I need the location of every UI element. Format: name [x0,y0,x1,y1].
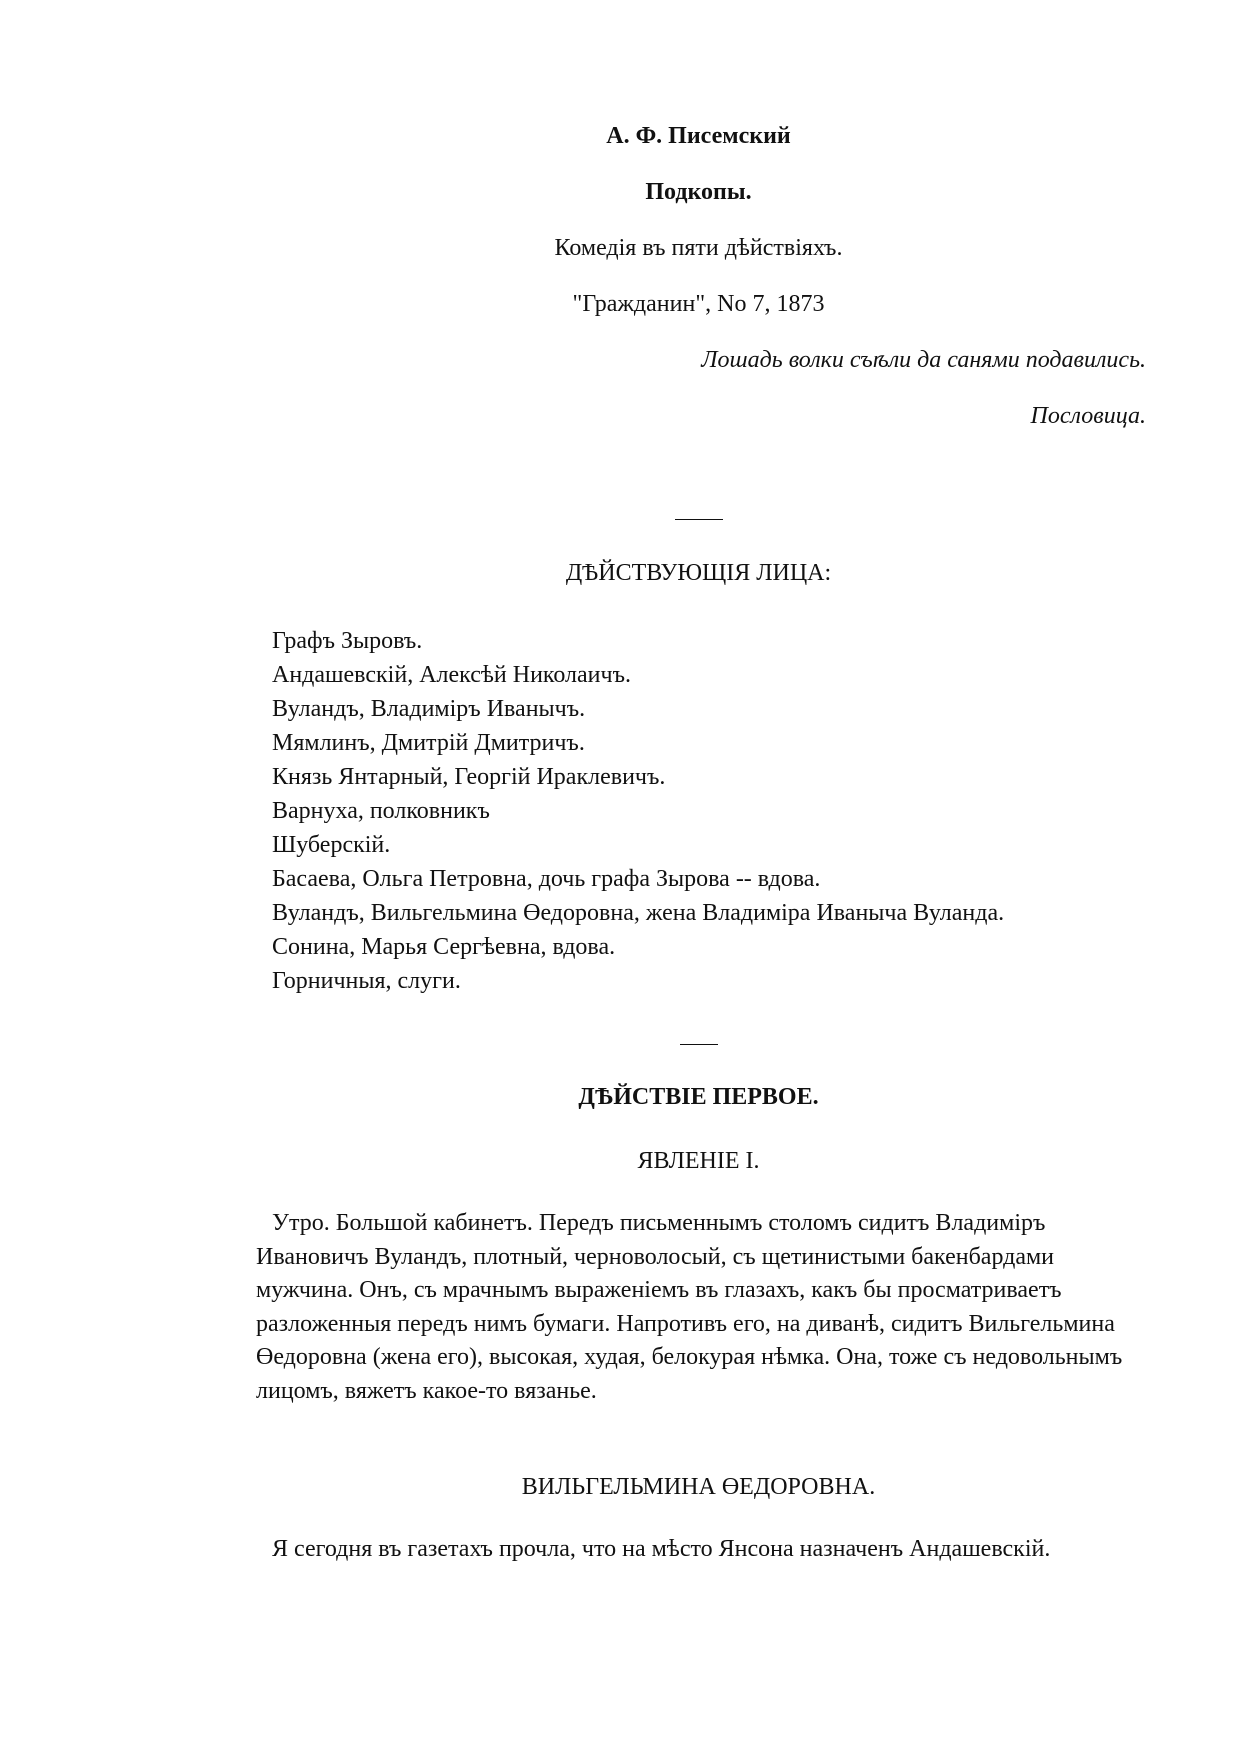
scene-heading: ЯВЛЕНІЕ I. [637,1148,760,1174]
cast-member: Вуландъ, Вильгельмина Өедоровна, жена Владиміра Иваныча Вуланда. [272,900,1005,926]
cast-member: Сонина, Марья Сергѣевна, вдова. [272,934,616,960]
cast-member: Мямлинъ, Дмитрій Дмитричъ. [272,730,585,756]
publication-source: "Гражданин", No 7, 1873 [572,291,825,317]
cast-member: Вуландъ, Владиміръ Иванычъ. [272,696,586,722]
play-title: Подкопы. [645,179,752,205]
cast-member: Шуберскій. [272,832,391,858]
stage-direction: Утро. Большой кабинетъ. Передъ письменнымъ столомъ сидитъ Владиміръ Ивановичъ Вуландъ, плотный, черноволосый, съ щетинистыми бакенбардами мужчина. Онъ, съ мрачнымъ выраженіемъ въ глазахъ, какъ бы просматриваетъ разложенныя передъ нимъ бумаги. Напротивъ его, на диванѣ, сидитъ Вильгельмина Өедоровна (жена его), высокая, худая, белокурая нѣмка. Она, тоже съ недовольнымъ лицомъ, вяжетъ какое-то вязанье. [256,1210,1123,1404]
epigraph-attribution: Пословица. [1030,403,1146,429]
cast-member: Графъ Зыровъ. [272,628,423,654]
epigraph-text: Лошадь волки съѣли да санями подавились. [701,347,1146,373]
section-divider [675,519,723,520]
speaker-name: ВИЛЬГЕЛЬМИНА ӨЕДОРОВНА. [521,1474,876,1500]
cast-member: Басаева, Ольга Петровна, дочь графа Зырова -- вдова. [272,866,821,892]
cast-heading: ДѢЙСТВУЮЩІЯ ЛИЦА: [565,560,832,586]
speech-text: Я сегодня въ газетахъ прочла, что на мѣсто Янсона назначенъ Андашевскій. [272,1536,1051,1562]
author-name: А. Ф. Писемский [606,123,791,149]
play-subtitle: Комедія въ пяти дѣйствіяхъ. [554,235,843,261]
act-heading: ДѢЙСТВІЕ ПЕРВОЕ. [578,1084,819,1110]
cast-list [272,624,1004,998]
cast-member: Князь Янтарный, Георгій Ираклевичъ. [272,764,666,790]
cast-member: Горничныя, слуги. [272,968,461,994]
cast-member: Андашевскій, Алексѣй Николаичъ. [272,662,631,688]
cast-member: Варнуха, полковникъ [272,798,490,824]
section-divider [680,1044,718,1045]
